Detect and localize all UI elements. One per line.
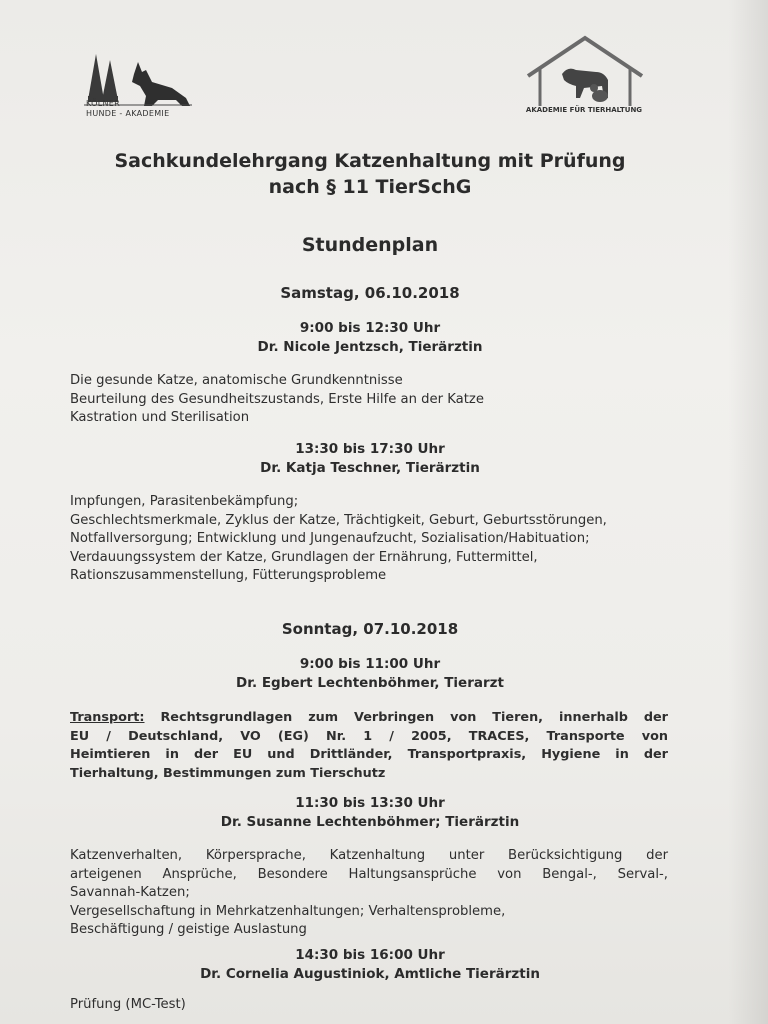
left-logo-line-2: HUNDE - AKADEMIE (86, 109, 170, 118)
topic-line: Vergesellschaftung in Mehrkatzenhaltungen; Verhaltensprobleme, (70, 903, 506, 919)
day-2-session-3-topics (70, 996, 668, 1015)
topic-line: Notfallversorgung; Entwicklung und Jungenaufzucht, Sozialisation/Habituation; (70, 531, 590, 546)
topic-line (70, 709, 668, 728)
transport-label: Transport: (70, 710, 145, 725)
day-1-session-1-speaker: Dr. Nicole Jentzsch, Tierärztin (257, 339, 483, 355)
topic-line: Katzenverhalten, Körpersprache, Katzenhaltung unter Berücksichtigung der (70, 848, 668, 863)
day-1-session-2-speaker: Dr. Katja Teschner, Tierärztin (260, 460, 480, 476)
topic-line: Impfungen, Parasitenbekämpfung; (70, 494, 299, 509)
topic-line: Beschäftigung / geistige Auslastung (70, 922, 307, 937)
day-1-date: Samstag, 06.10.2018 (280, 284, 460, 302)
topic-line-text: Rechtsgrundlagen zum Verbringen von Tieren, innerhalb der (160, 710, 668, 725)
day-2-date: Sonntag, 07.10.2018 (281, 620, 459, 638)
topic-line: Rationszusammenstellung, Fütterungsprobleme (70, 568, 387, 583)
topic-line: EU / Deutschland, VO (EG) Nr. 1 / 2005, TRACES, Transporte von (70, 728, 668, 744)
document-title-line-2: nach § 11 TierSchG (268, 176, 472, 198)
topic-line: Geschlechtsmerkmale, Zyklus der Katze, Trächtigkeit, Geburt, Geburtsstörungen, (70, 512, 607, 528)
day-2-session-2-topics (70, 847, 668, 940)
day-2-session-2-speaker: Dr. Susanne Lechtenböhmer; Tierärztin (220, 814, 520, 830)
day-2-session-1-topics (70, 709, 668, 783)
day-2-session-1-time: 9:00 bis 11:00 Uhr (299, 656, 441, 672)
day-2-session-3-time: 14:30 bis 16:00 Uhr (295, 947, 445, 963)
day-1-session-2-topics (70, 493, 668, 586)
day-1-session-1-topics (70, 372, 668, 428)
schedule-heading: Stundenplan (301, 234, 439, 256)
day-2-session-1-speaker: Dr. Egbert Lechtenböhmer, Tierarzt (236, 675, 504, 691)
topic-line: Heimtieren in der EU und Drittländer, Transportpraxis, Hygiene in der (70, 747, 668, 762)
topic-line: Savannah-Katzen; (70, 885, 190, 900)
left-logo-line-1: KÖLNER (86, 99, 120, 108)
topic-line: Die gesunde Katze, anatomische Grundkenntnisse (70, 373, 403, 388)
akademie-fuer-tierhaltung-logo (524, 34, 646, 110)
day-2-session-2-time: 11:30 bis 13:30 Uhr (295, 795, 445, 811)
topic-line: Kastration und Sterilisation (70, 410, 250, 425)
day-2-session-3-speaker: Dr. Cornelia Augustiniok, Amtliche Tierärztin (200, 966, 540, 982)
right-logo-text: AKADEMIE FÜR TIERHALTUNG (525, 106, 643, 114)
topic-line: Prüfung (MC-Test) (70, 997, 186, 1012)
topic-line: Verdauungssystem der Katze, Grundlagen der Ernährung, Futtermittel, (70, 549, 538, 565)
day-1-session-1-time: 9:00 bis 12:30 Uhr (299, 320, 441, 336)
day-1-session-2-time: 13:30 bis 17:30 Uhr (295, 441, 445, 457)
topic-line: arteigenen Ansprüche, Besondere Haltungsansprüche von Bengal-, Serval-, (70, 866, 668, 882)
left-logo-text (86, 99, 169, 119)
topic-line: Beurteilung des Gesundheitszustands, Erste Hilfe an der Katze (70, 391, 484, 407)
topic-line: Tierhaltung, Bestimmungen zum Tierschutz (70, 765, 386, 781)
document-title-line-1: Sachkundelehrgang Katzenhaltung mit Prüfung (114, 150, 626, 172)
